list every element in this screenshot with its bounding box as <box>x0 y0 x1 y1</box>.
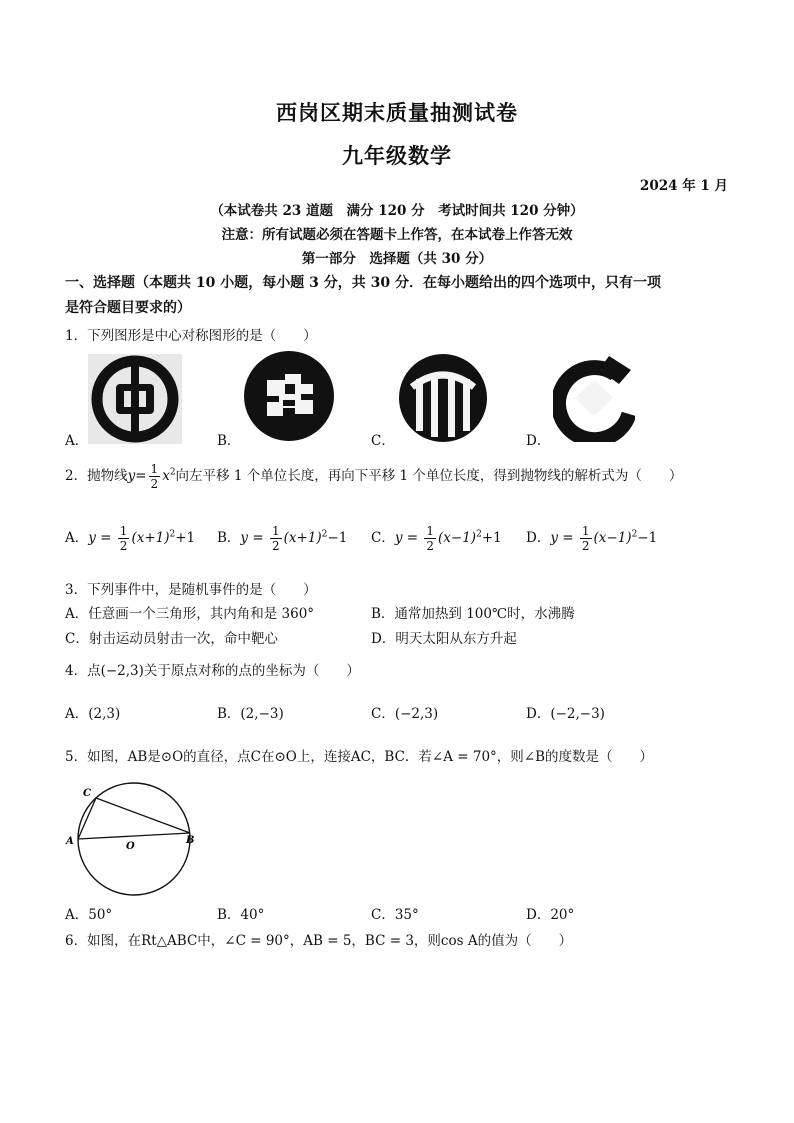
part-title: 第一部分 选择题（共 30 分） <box>301 251 493 267</box>
bank-logo-c-icon <box>398 353 488 443</box>
q4-option-b: B．(2,−3) <box>217 706 284 722</box>
exam-date: 2024 年 1 月 <box>639 178 728 194</box>
q2-option-d: D．y = $\frac{1}{2}$ $(x-1)^2-1$ <box>526 524 658 553</box>
question-6-stem: 6．如图，在Rt△ABC中，∠C = 90°，AB = 5，BC = 3，则cos A的值为（ ） <box>65 933 573 949</box>
q2-option-a: A．y = $\frac{1}{2}$ $(x+1)^2+1$ <box>65 524 196 553</box>
bank-logo-a-icon <box>88 354 182 444</box>
label-c: C <box>83 788 91 799</box>
q5-option-d: D．20° <box>526 907 575 923</box>
bank-logo-b-icon <box>243 350 335 442</box>
q2-fraction: $\frac{1}{2}$ <box>150 462 159 491</box>
circle-diagram <box>62 778 202 898</box>
exam-info: （本试卷共 23 道题 满分 120 分 考试时间共 120 分钟） <box>210 203 584 219</box>
question-5-stem: 5．如图，AB是⊙O的直径，点C在⊙O上，连接AC，BC．若∠A = 70°，则∠B的度数是（ ） <box>65 749 654 765</box>
chord-ac <box>78 798 96 839</box>
q1-option-a-label: A． <box>65 433 89 449</box>
q1-option-d-label: D． <box>526 433 551 449</box>
chord-bc <box>96 798 190 833</box>
q5-option-a: A．50° <box>65 907 113 923</box>
label-o: O <box>126 841 135 852</box>
q3-option-a: A．任意画一个三角形，其内角和是 360° <box>65 606 315 622</box>
q1-option-c-label: C． <box>371 433 395 449</box>
q3-option-b: B．通常加热到 100℃时，水沸腾 <box>371 606 575 622</box>
question-2-stem: 2．抛物线y= $\frac{1}{2}$ $x^2$向左平移 1 个单位长度，再向下平移 1 个单位长度，得到抛物线的解析式为（ ） <box>65 462 683 491</box>
exam-title: 西岗区期末质量抽测试卷 <box>276 100 518 125</box>
q5-option-c: C．35° <box>371 907 419 923</box>
label-b: B <box>186 835 195 846</box>
question-3-stem: 3．下列事件中，是随机事件的是（ ） <box>65 582 317 598</box>
q2-x-var: x <box>162 468 170 484</box>
q2-y-var: y <box>127 468 136 484</box>
question-1-stem: 1．下列图形是中心对称图形的是（ ） <box>65 328 317 344</box>
q5-option-b: B．40° <box>217 907 265 923</box>
section-heading-line1: 一、选择题（本题共 10 小题，每小题 3 分，共 30 分．在每小题给出的四个选项中，只有一项 <box>65 275 661 291</box>
exam-subtitle: 九年级数学 <box>342 143 452 168</box>
q2-stem-prefix: 2．抛物线 <box>65 468 128 484</box>
q4-option-d: D．(−2,−3) <box>526 706 605 722</box>
section-heading-line2: 是符合题目要求的） <box>65 300 191 316</box>
q2-stem-suffix: 向左平移 1 个单位长度，再向下平移 1 个单位长度，得到抛物线的解析式为（ ） <box>175 468 683 484</box>
question-4-stem: 4．点(−2,3)关于原点对称的点的坐标为（ ） <box>65 663 360 679</box>
label-a: A <box>66 836 74 847</box>
q4-option-a: A．(2,3) <box>65 706 121 722</box>
q4-option-c: C．(−2,3) <box>371 706 439 722</box>
diameter-ab <box>78 833 190 839</box>
q2-option-c: C．y = $\frac{1}{2}$ $(x-1)^2+1$ <box>371 524 502 553</box>
q3-option-d: D．明天太阳从东方升起 <box>371 631 517 647</box>
exam-notice: 注意：所有试题必须在答题卡上作答，在本试卷上作答无效 <box>221 227 573 243</box>
q1-option-b-label: B． <box>217 433 241 449</box>
q3-option-c: C．射击运动员射击一次，命中靶心 <box>65 631 278 647</box>
q2-option-b: B．y = $\frac{1}{2}$ $(x+1)^2-1$ <box>217 524 348 553</box>
bank-logo-d-icon <box>553 352 635 442</box>
